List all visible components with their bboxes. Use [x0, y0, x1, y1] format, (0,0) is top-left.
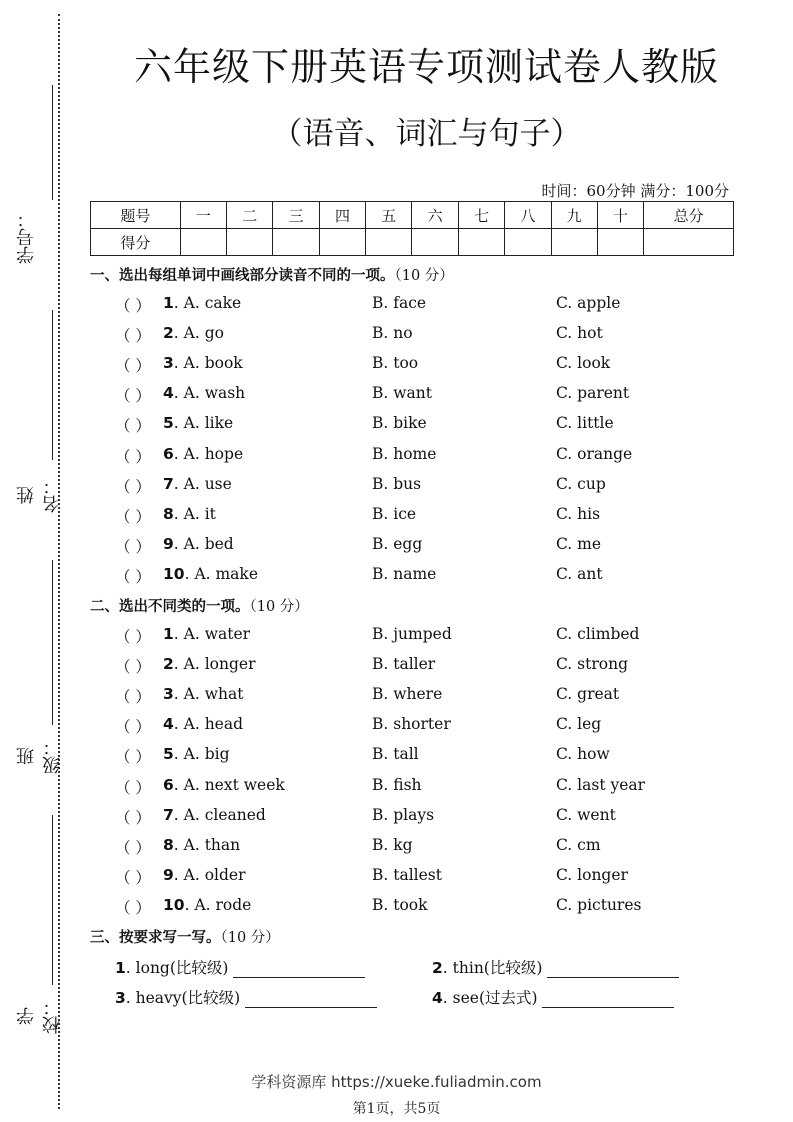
- section3-item: [115, 956, 365, 978]
- item-number: 2: [432, 959, 443, 977]
- answer-paren[interactable]: （ ）: [115, 718, 151, 737]
- score-cell: 三: [273, 202, 319, 229]
- option-a: 3. A. what: [163, 685, 244, 704]
- binding-margin-line: [58, 14, 60, 1109]
- score-cell: 六: [412, 202, 458, 229]
- page-number: 第1页，共5页: [352, 1101, 441, 1117]
- question-number: 5: [163, 414, 174, 433]
- score-input-cell[interactable]: [319, 229, 365, 256]
- option-c: C. parent: [556, 384, 630, 403]
- question-number: 6: [163, 775, 174, 794]
- question-row: [0, 806, 793, 828]
- answer-paren[interactable]: （ ）: [115, 658, 151, 677]
- score-input-cell[interactable]: [366, 229, 412, 256]
- option-a: 8. A. than: [163, 835, 241, 854]
- question-number: 7: [163, 474, 174, 493]
- option-a-text: A. what: [183, 685, 244, 704]
- option-a: 10. A. rode: [163, 895, 252, 914]
- option-a: 3. A. book: [163, 354, 243, 373]
- score-cell: 二: [227, 202, 273, 229]
- student-id-line: [52, 85, 53, 200]
- option-c: C. apple: [556, 294, 621, 312]
- option-c: C. look: [556, 354, 611, 373]
- question-number: 1: [163, 294, 174, 312]
- section3-heading: [90, 926, 280, 947]
- question-number: 9: [163, 534, 174, 553]
- option-b: B. jumped: [372, 625, 452, 643]
- section3-item: [432, 956, 679, 978]
- option-c: C. longer: [556, 865, 628, 884]
- option-c: C. great: [556, 685, 620, 704]
- option-a-text: A. big: [183, 745, 230, 764]
- question-number: 6: [163, 444, 174, 463]
- item-number: 3: [115, 989, 126, 1007]
- question-row: [0, 715, 793, 737]
- score-cell: 九: [551, 202, 597, 229]
- option-a: 1. A. water: [163, 625, 251, 643]
- question-row: [0, 505, 793, 527]
- answer-paren[interactable]: （ ）: [115, 447, 151, 466]
- option-b: B. home: [372, 444, 437, 463]
- option-a: 7. A. use: [163, 474, 232, 493]
- score-input-cell[interactable]: [412, 229, 458, 256]
- student-name-label: 姓名：: [16, 477, 63, 513]
- question-number: 2: [163, 324, 174, 343]
- score-cell: 五: [366, 202, 412, 229]
- option-b: B. face: [372, 294, 427, 312]
- option-a: 2. A. go: [163, 324, 224, 343]
- option-a: 6. A. hope: [163, 444, 244, 463]
- question-row: [0, 745, 793, 767]
- score-input-cell[interactable]: [458, 229, 504, 256]
- option-b: B. egg: [372, 534, 423, 553]
- answer-blank[interactable]: [547, 961, 679, 978]
- option-a: 5. A. big: [163, 745, 230, 764]
- item-text: . long(比较级): [125, 959, 229, 977]
- section1-points: （10 分）: [394, 268, 454, 284]
- option-b: B. tall: [372, 745, 419, 764]
- answer-paren[interactable]: （ ）: [115, 778, 151, 797]
- answer-paren[interactable]: （ ）: [115, 387, 151, 406]
- question-number: 10: [163, 564, 185, 583]
- section2-points: （10 分）: [249, 599, 309, 615]
- option-a: 8. A. it: [163, 504, 216, 523]
- option-a-text: A. hope: [183, 444, 244, 463]
- option-a-text: A. than: [183, 835, 241, 854]
- option-a-text: A. it: [183, 504, 216, 523]
- question-row: [0, 836, 793, 858]
- section1-title: 一、选出每组单词中画线部分读音不同的一项。: [90, 268, 395, 284]
- option-c: C. how: [556, 745, 610, 764]
- option-c: C. strong: [556, 655, 628, 674]
- answer-paren[interactable]: （ ）: [115, 688, 151, 707]
- question-row: [0, 535, 793, 557]
- option-c: C. leg: [556, 715, 602, 734]
- answer-paren[interactable]: （ ）: [115, 868, 151, 887]
- option-c: C. climbed: [556, 625, 640, 643]
- score-input-cell[interactable]: [227, 229, 273, 256]
- option-a: 2. A. longer: [163, 655, 256, 674]
- option-a-text: A. bed: [183, 534, 234, 553]
- option-c: C. cm: [556, 835, 601, 854]
- score-cell: 题号: [91, 202, 181, 229]
- section2-title: 二、选出不同类的一项。: [90, 599, 250, 615]
- question-number: 1: [163, 625, 174, 643]
- score-input-cell[interactable]: [505, 229, 551, 256]
- score-table: [90, 201, 734, 256]
- answer-paren[interactable]: （ ）: [115, 748, 151, 767]
- question-number: 3: [163, 685, 174, 704]
- student-id-label: 学号：: [16, 210, 37, 264]
- question-number: 3: [163, 354, 174, 373]
- score-table-score-row: [91, 229, 734, 256]
- score-input-cell[interactable]: [551, 229, 597, 256]
- answer-paren[interactable]: （ ）: [115, 357, 151, 376]
- option-c: C. his: [556, 504, 601, 523]
- question-row: [0, 324, 793, 346]
- option-a-text: A. next week: [183, 775, 285, 794]
- option-b: B. taller: [372, 655, 436, 674]
- option-a-text: A. water: [183, 625, 251, 643]
- option-a: 4. A. head: [163, 715, 244, 734]
- question-row: [0, 685, 793, 707]
- item-text: . heavy(比较级): [125, 989, 241, 1007]
- option-a-text: A. rode: [194, 895, 252, 914]
- option-b: B. name: [372, 564, 437, 583]
- option-a-text: A. use: [183, 474, 232, 493]
- option-b: B. ice: [372, 504, 417, 523]
- question-row: [0, 445, 793, 467]
- item-text: . thin(比较级): [442, 959, 543, 977]
- question-row: [0, 896, 793, 918]
- option-a: 10. A. make: [163, 564, 258, 583]
- score-input-cell[interactable]: [273, 229, 319, 256]
- option-a: 4. A. wash: [163, 384, 246, 403]
- option-a-text: A. go: [183, 324, 224, 343]
- option-b: B. bike: [372, 414, 427, 433]
- score-cell: 十: [597, 202, 643, 229]
- option-b: B. took: [372, 895, 428, 914]
- option-a: 9. A. bed: [163, 534, 234, 553]
- question-row: [0, 354, 793, 376]
- score-cell: 一: [180, 202, 226, 229]
- question-number: 4: [163, 384, 174, 403]
- section1-heading: [90, 264, 454, 285]
- option-a-text: A. book: [183, 354, 243, 373]
- score-cell: 四: [319, 202, 365, 229]
- section3-points: （10 分）: [220, 930, 280, 946]
- answer-blank[interactable]: [542, 991, 674, 1008]
- option-b: B. no: [372, 324, 413, 343]
- option-c: C. last year: [556, 775, 646, 794]
- answer-blank[interactable]: [233, 961, 365, 978]
- option-a-text: A. wash: [183, 384, 246, 403]
- question-row: [0, 866, 793, 888]
- answer-paren[interactable]: （ ）: [115, 838, 151, 857]
- option-a: 5. A. like: [163, 414, 234, 433]
- question-row: [0, 414, 793, 436]
- option-a: 1. A. cake: [163, 294, 242, 312]
- class-label: 班级：: [16, 738, 63, 774]
- score-row-label: 得分: [91, 229, 181, 256]
- item-number: 4: [432, 989, 443, 1007]
- section3-item: [432, 986, 674, 1008]
- score-input-cell[interactable]: [180, 229, 226, 256]
- question-number: 5: [163, 745, 174, 764]
- answer-paren[interactable]: （ ）: [115, 898, 151, 917]
- option-a-text: A. cleaned: [183, 805, 266, 824]
- item-number: 1: [115, 959, 126, 977]
- question-number: 2: [163, 655, 174, 674]
- option-a-text: A. like: [183, 414, 234, 433]
- score-cell: 七: [458, 202, 504, 229]
- answer-paren[interactable]: （ ）: [115, 808, 151, 827]
- option-a: 7. A. cleaned: [163, 805, 266, 824]
- option-c: C. ant: [556, 564, 603, 583]
- option-a-text: A. older: [183, 865, 246, 884]
- option-c: C. pictures: [556, 895, 642, 914]
- question-number: 7: [163, 805, 174, 824]
- page-title: 六年级下册英语专项测试卷人教版: [133, 45, 719, 89]
- question-number: 8: [163, 835, 174, 854]
- section3-item: [115, 986, 377, 1008]
- option-b: B. where: [372, 685, 443, 704]
- score-cell: 八: [505, 202, 551, 229]
- item-text: . see(过去式): [442, 989, 538, 1007]
- option-c: C. went: [556, 805, 616, 824]
- option-a: 6. A. next week: [163, 775, 285, 794]
- option-c: C. cup: [556, 474, 606, 493]
- section3-title: 三、按要求写一写。: [90, 930, 221, 946]
- question-row: [0, 294, 793, 316]
- answer-paren[interactable]: （ ）: [115, 537, 151, 556]
- answer-paren[interactable]: （ ）: [115, 567, 151, 586]
- footer-source: 学科资源库 https://xueke.fuliadmin.com: [251, 1073, 542, 1091]
- question-row: [0, 655, 793, 677]
- score-cell: 总分: [644, 202, 734, 229]
- answer-paren[interactable]: （ ）: [115, 327, 151, 346]
- option-c: C. hot: [556, 324, 603, 343]
- option-a-text: A. head: [183, 715, 244, 734]
- score-input-cell[interactable]: [597, 229, 643, 256]
- option-a-text: A. make: [194, 564, 258, 583]
- question-number: 4: [163, 715, 174, 734]
- answer-paren[interactable]: （ ）: [115, 417, 151, 436]
- option-a-text: A. cake: [183, 294, 242, 312]
- answer-paren[interactable]: （ ）: [115, 297, 151, 315]
- answer-paren[interactable]: （ ）: [115, 477, 151, 496]
- option-b: B. kg: [372, 835, 413, 854]
- question-number: 9: [163, 865, 174, 884]
- option-b: B. fish: [372, 775, 422, 794]
- section2-heading: [90, 595, 309, 616]
- answer-blank[interactable]: [245, 991, 377, 1008]
- question-row: [0, 776, 793, 798]
- question-number: 8: [163, 504, 174, 523]
- option-b: B. want: [372, 384, 432, 403]
- option-c: C. little: [556, 414, 614, 433]
- question-row: [0, 625, 793, 647]
- option-a-text: A. longer: [183, 655, 256, 674]
- option-b: B. bus: [372, 474, 422, 493]
- school-label: 学校：: [16, 998, 63, 1035]
- option-b: B. plays: [372, 805, 435, 824]
- option-c: C. orange: [556, 444, 633, 463]
- score-table-header-row: [91, 202, 734, 229]
- question-row: [0, 384, 793, 406]
- question-row: [0, 475, 793, 497]
- student-id-field: [14, 85, 54, 275]
- option-a: 9. A. older: [163, 865, 246, 884]
- option-c: C. me: [556, 534, 602, 553]
- option-b: B. too: [372, 354, 419, 373]
- answer-paren[interactable]: （ ）: [115, 507, 151, 526]
- time-score-info: 时间：60分钟 满分：100分: [541, 182, 729, 200]
- page-subtitle: （语音、词汇与句子）: [271, 116, 582, 152]
- answer-paren[interactable]: （ ）: [115, 628, 151, 646]
- question-row: [0, 565, 793, 587]
- question-number: 10: [163, 895, 185, 914]
- score-input-cell[interactable]: [644, 229, 734, 256]
- option-b: B. shorter: [372, 715, 451, 734]
- option-b: B. tallest: [372, 865, 442, 884]
